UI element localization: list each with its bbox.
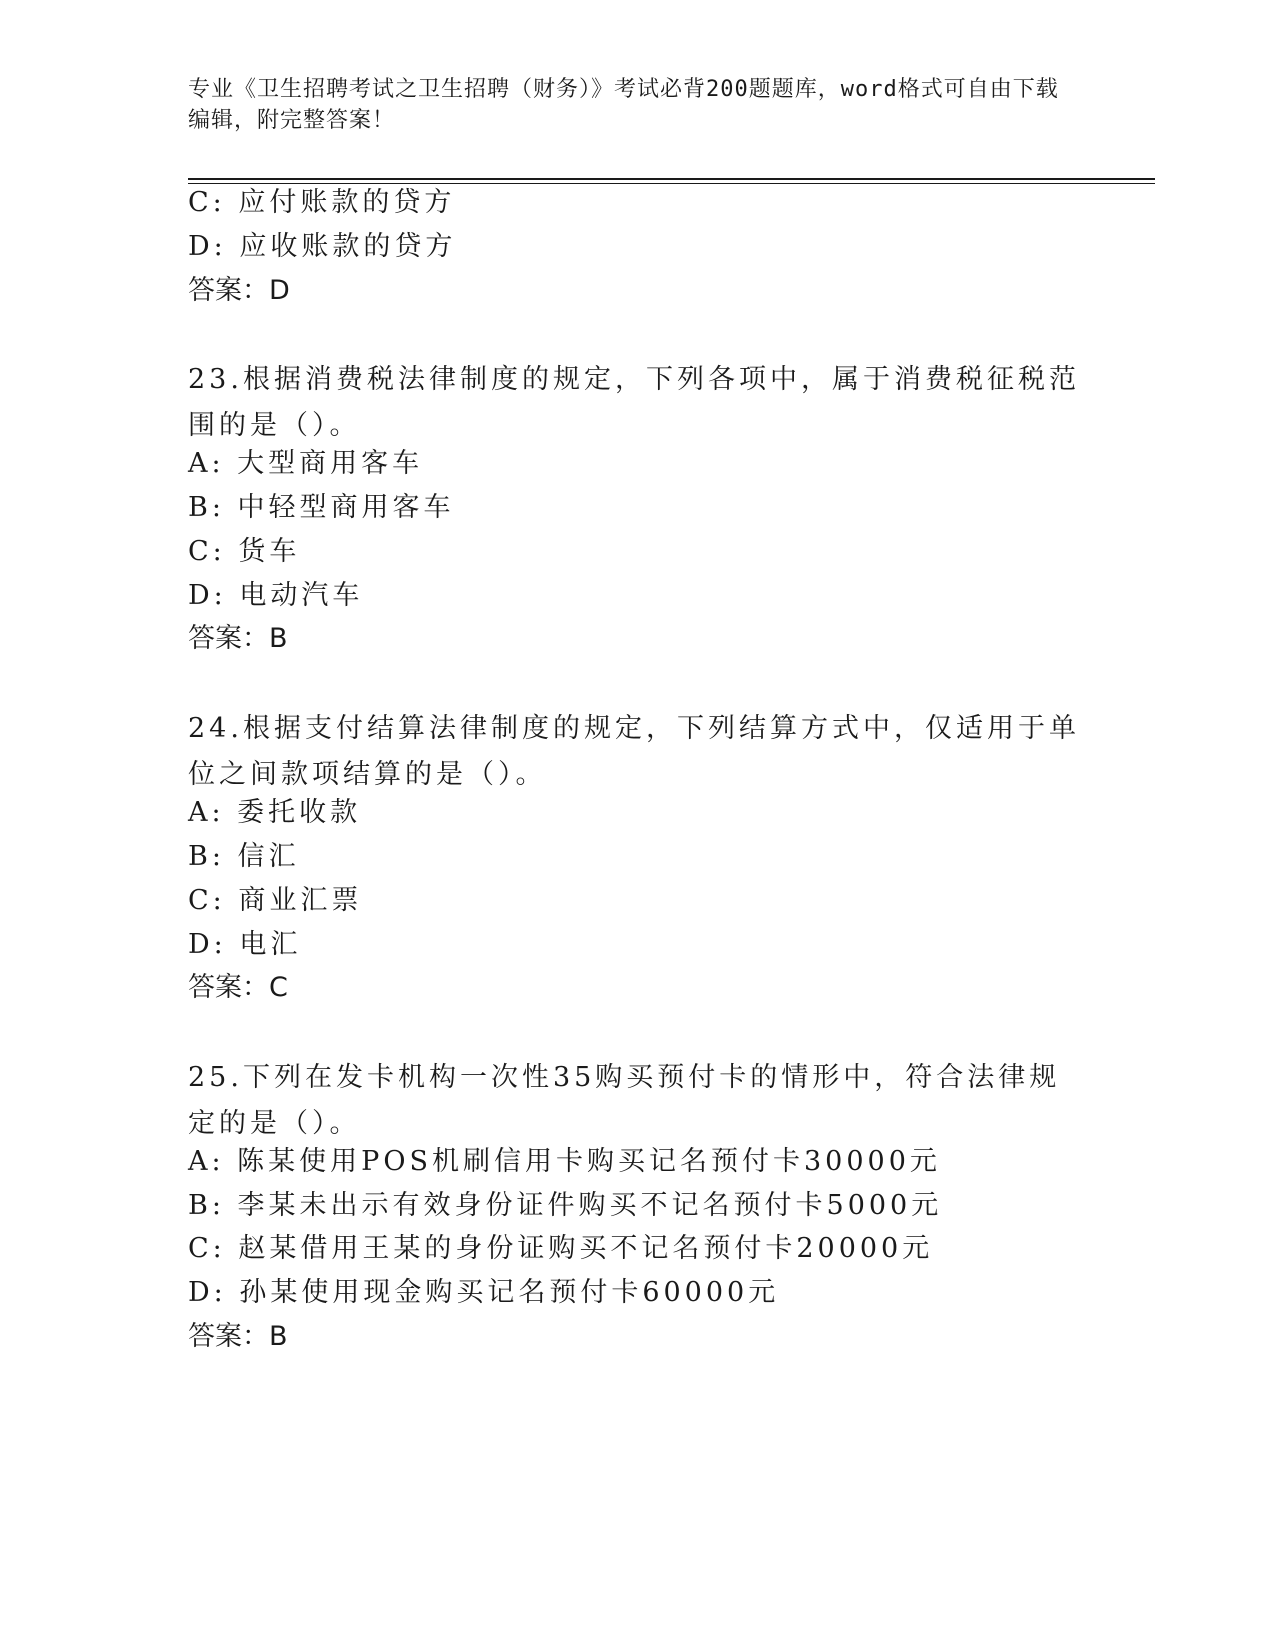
question-24-option-a: A: 委托收款 <box>188 797 362 828</box>
question-23-answer: 答案：B <box>188 623 288 654</box>
question-23-option-c: C: 货车 <box>188 536 301 567</box>
question-24-stem: 24.根据支付结算法律制度的规定，下列结算方式中，仅适用于单位之间款项结算的是（）。 <box>188 713 1080 790</box>
carryover-option-d: D: 应收账款的贷方 <box>188 231 457 262</box>
header-rule-thick <box>188 178 1155 180</box>
question-23-option-d: D: 电动汽车 <box>188 580 364 611</box>
question-25-stem: 25.下列在发卡机构一次性35购买预付卡的情形中，符合法律规定的是（）。 <box>188 1062 1061 1139</box>
question-23-option-b: B: 中轻型商用客车 <box>188 492 455 523</box>
question-25-option-a: A: 陈某使用POS机刷信用卡购买记名预付卡30000元 <box>188 1146 941 1177</box>
question-24-option-b: B: 信汇 <box>188 841 300 872</box>
question-24-option-d: D: 电汇 <box>188 929 302 960</box>
question-25-option-d: D: 孙某使用现金购买记名预付卡60000元 <box>188 1277 780 1308</box>
question-24-option-c: C: 商业汇票 <box>188 885 363 916</box>
question-25-option-b: B: 李某未出示有效身份证件购买不记名预付卡5000元 <box>188 1190 943 1221</box>
document-header: 专业《卫生招聘考试之卫生招聘（财务）》考试必背200题题库，word格式可自由下载编辑，附完整答案！ <box>188 77 1059 133</box>
question-24-answer: 答案：C <box>188 972 288 1003</box>
question-25-answer: 答案：B <box>188 1321 288 1352</box>
header-rule-thin <box>188 183 1155 184</box>
question-25-option-c: C: 赵某借用王某的身份证购买不记名预付卡20000元 <box>188 1233 934 1264</box>
question-23-option-a: A: 大型商用客车 <box>188 448 424 479</box>
question-23-stem: 23.根据消费税法律制度的规定，下列各项中，属于消费税征税范围的是（）。 <box>188 364 1080 441</box>
carryover-option-c: C: 应付账款的贷方 <box>188 187 456 218</box>
carryover-answer: 答案：D <box>188 275 290 306</box>
